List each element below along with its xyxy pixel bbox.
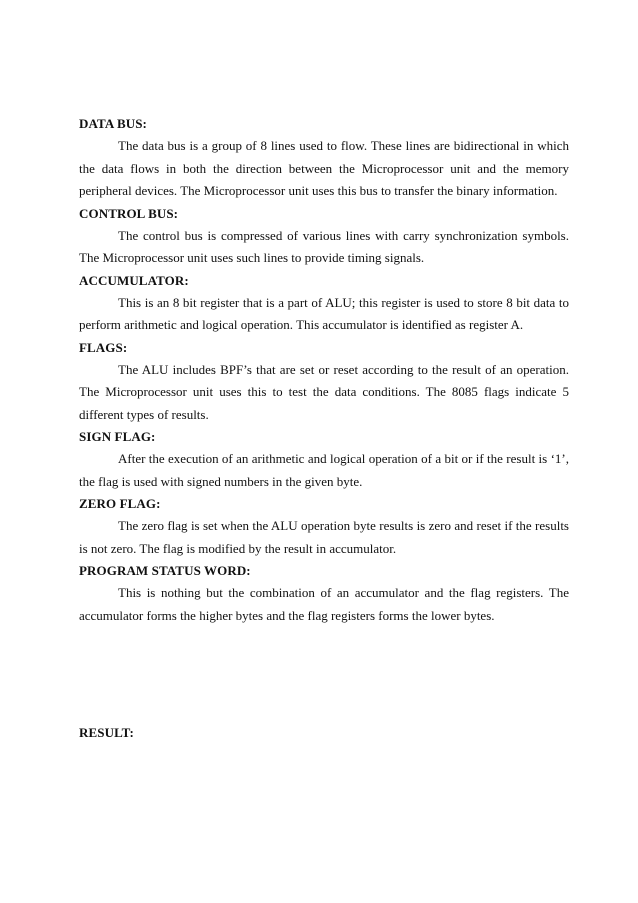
- section-heading: ZERO FLAG:: [79, 496, 161, 511]
- section-heading: PROGRAM STATUS WORD:: [79, 563, 251, 578]
- section-heading: ACCUMULATOR:: [79, 272, 189, 288]
- section-paragraph: The zero flag is set when the ALU operation byte results is zero and reset if the results is not zero. The flag is modified by the result in accumulator.: [79, 518, 569, 556]
- section-paragraph: After the execution of an arithmetic and logical operation of a bit or if the result is ‘1’, the flag is used with signed numbers in the given byte.: [79, 451, 569, 489]
- section-control-bus: [79, 203, 569, 270]
- section-paragraph: The ALU includes BPF’s that are set or reset according to the result of an operation. The Microprocessor unit uses this to test the data conditions. The 8085 flags indicate 5 different types of results.: [79, 361, 569, 422]
- section-program-status-word: [79, 560, 569, 627]
- result-section: [79, 722, 279, 744]
- section-paragraph: This is nothing but the combination of an accumulator and the flag registers. The accumulator forms the higher bytes and the flag registers forms the lower bytes.: [79, 585, 569, 623]
- section-paragraph: The control bus is compressed of various lines with carry synchronization symbols. The Microprocessor unit uses such lines to provide timing signals.: [79, 227, 569, 265]
- section-sign-flag: [79, 426, 569, 493]
- section-zero-flag: [79, 493, 569, 560]
- document-body: [79, 113, 569, 627]
- section-data-bus: [79, 113, 569, 203]
- section-flags: [79, 337, 569, 427]
- section-paragraph: The data bus is a group of 8 lines used to flow. These lines are bidirectional in which the data flows in both the direction between the Microprocessor unit and the memory peripheral devices. The Microprocessor unit uses this bus to transfer the binary information.: [79, 138, 569, 198]
- section-heading: DATA BUS:: [79, 116, 147, 131]
- section-accumulator: [79, 270, 569, 337]
- result-heading: RESULT:: [79, 725, 134, 740]
- section-heading: CONTROL BUS:: [79, 205, 179, 221]
- section-paragraph: This is an 8 bit register that is a part of ALU; this register is used to store 8 bit data to perform arithmetic and logical operation. This accumulator is identified as register A.: [79, 294, 569, 332]
- section-heading: SIGN FLAG:: [79, 429, 156, 444]
- section-heading: FLAGS:: [79, 339, 128, 355]
